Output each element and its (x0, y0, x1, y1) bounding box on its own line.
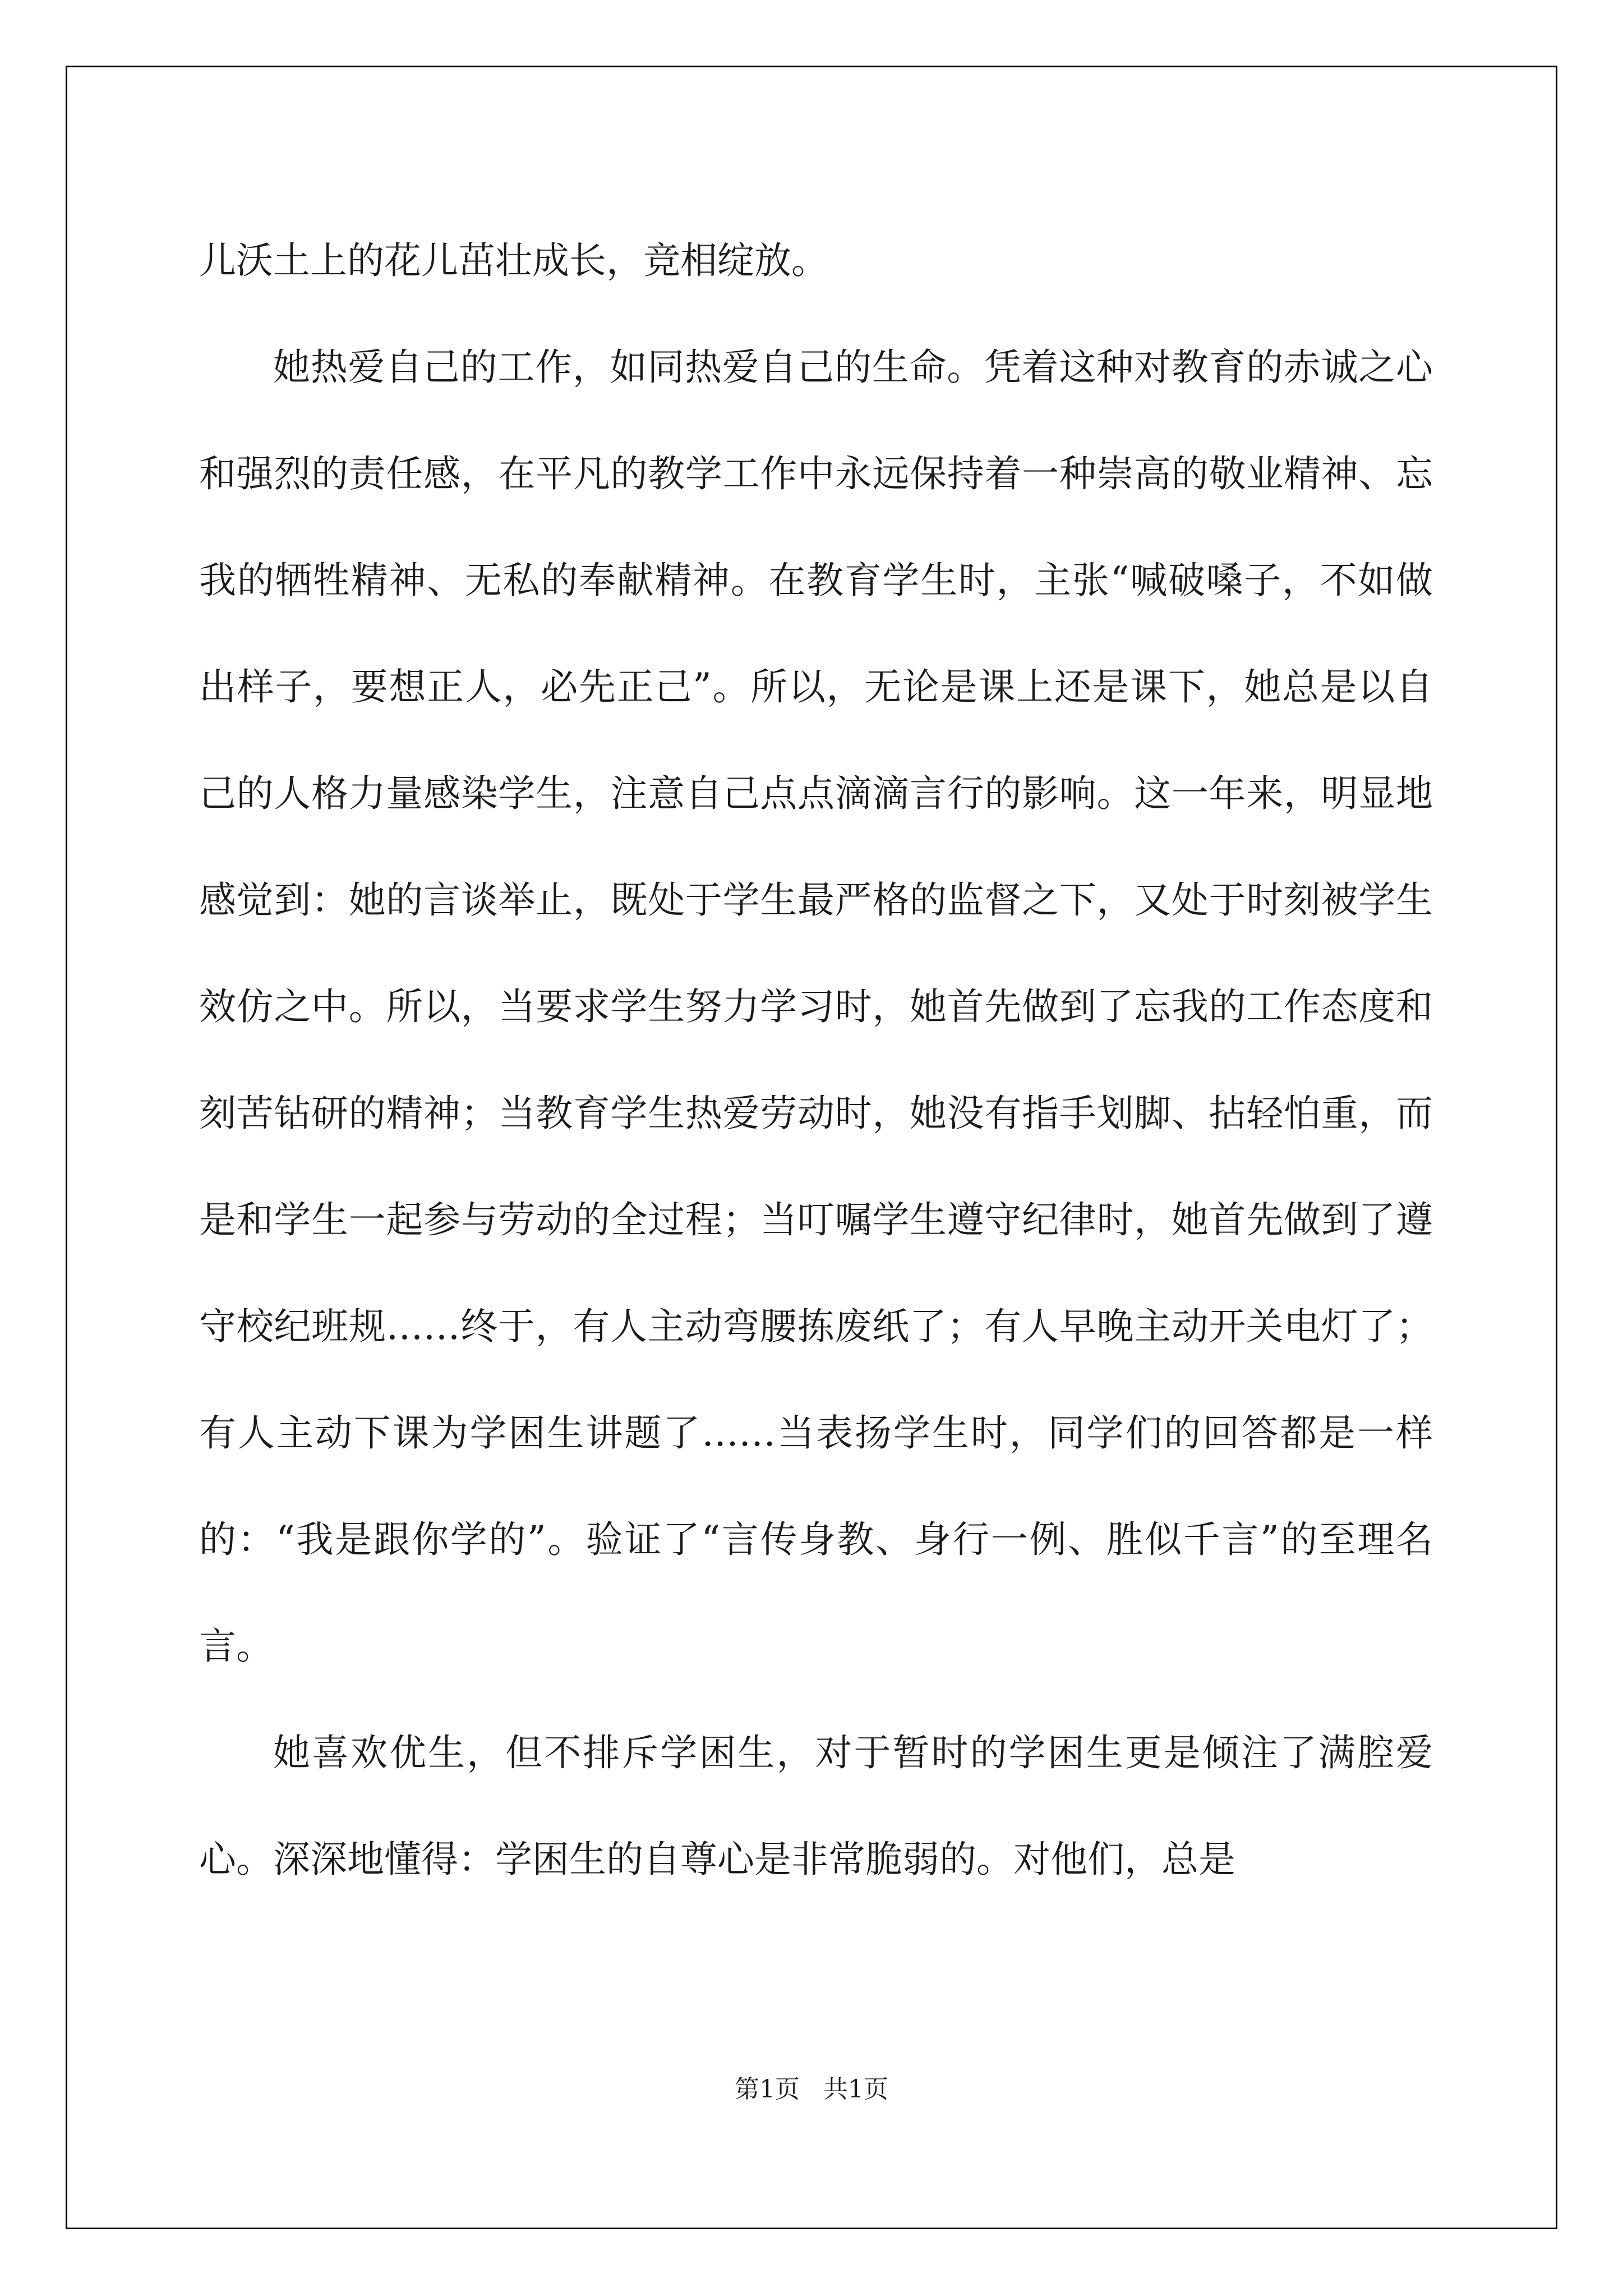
page-number-footer: 第1页 共1页 (735, 2075, 888, 2104)
document-body (199, 208, 1433, 1913)
paragraph-3: 她喜欢优生，但不排斥学困生，对于暂时的学困生更是倾注了满腔爱心。深深地懂得：学困生的自尊心是非常脆弱的。对他们，总是 (199, 1731, 1433, 1881)
paragraph-1: 儿沃土上的花儿茁壮成长，竞相绽放。 (199, 239, 828, 282)
paragraph-2: 她热爱自己的工作，如同热爱自己的生命。凭着这种对教育的赤诚之心和强烈的责任感，在平凡的教学工作中永远保持着一种崇高的敬业精神、忘我的牺牲精神、无私的奉献精神。在教育学生时，主张“喊破嗓子，不如做出样子，要想正人，必先正己”。所以，无论是课上还是课下，她总是以自己的人格力量感染学生，注意自己点点滴滴言行的影响。这一年来，明显地感觉到：她的言谈举止，既处于学生最严格的监督之下，又处于时刻被学生效仿之中。所以，当要求学生努力学习时，她首先做到了忘我的工作态度和刻苦钻研的精神；当教育学生热爱劳动时，她没有指手划脚、拈轻怕重，而是和学生一起参与劳动的全过程；当叮嘱学生遵守纪律时，她首先做到了遵守校纪班规……终于，有人主动弯腰拣废纸了；有人早晚主动开关电灯了；有人主动下课为学困生讲题了……当表扬学生时，同学们的回答都是一样的：“我是跟你学的”。验证了“言传身教、身行一例、胜似千言”的至理名言。 (199, 346, 1433, 1668)
